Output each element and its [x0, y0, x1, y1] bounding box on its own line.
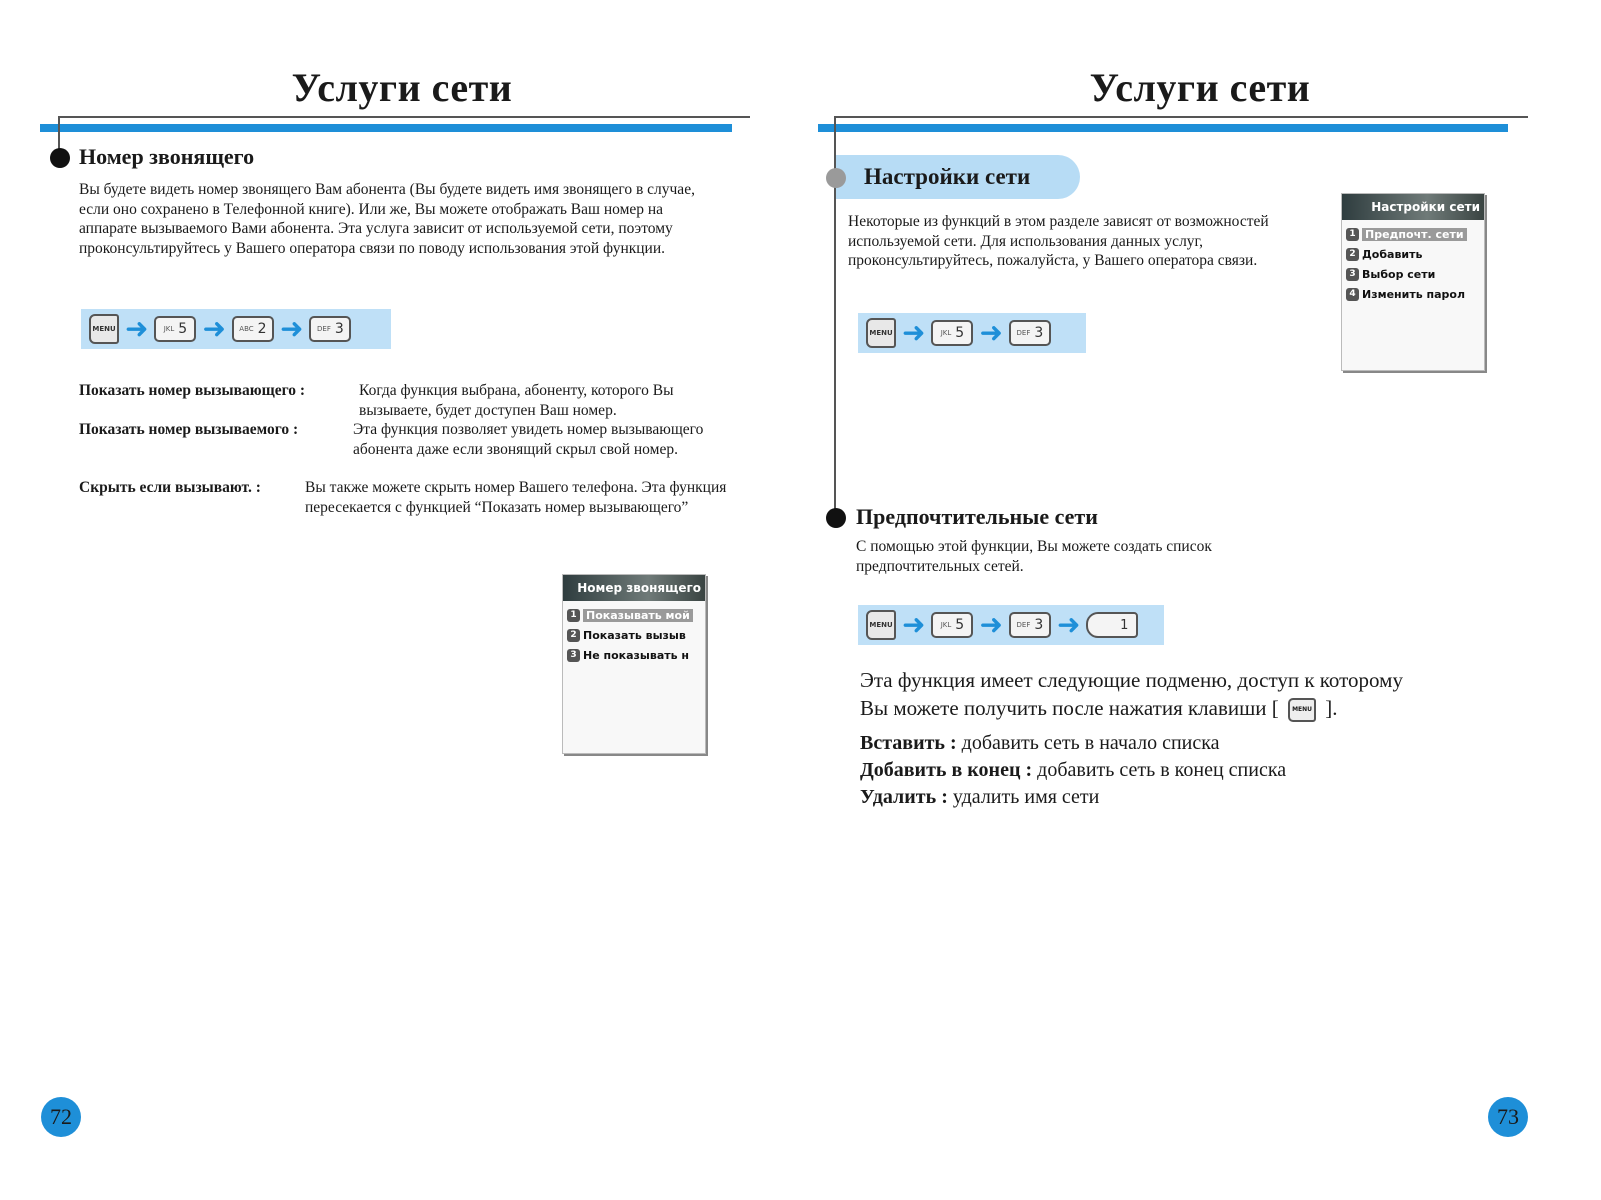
phone-menu-item: 1 Показывать мой — [563, 605, 705, 625]
key-3-icon: DEF 3 — [1009, 320, 1051, 346]
definition-desc: Эта функция позволяет увидеть номер вызывающего абонента даже если звонящий скрыл свой номер. — [353, 421, 704, 458]
arrow-right-icon: ➜ — [1056, 608, 1081, 641]
key-5-icon: JKL 5 — [931, 320, 973, 346]
key-5-icon: JKL 5 — [154, 316, 196, 342]
key-3-icon: DEF 3 — [309, 316, 351, 342]
menu-key-icon: MENU — [89, 314, 119, 344]
arrow-right-icon: ➜ — [979, 316, 1003, 349]
definition-item — [79, 478, 739, 536]
definition-term: Скрыть если вызывают. : — [79, 479, 261, 496]
right-page — [800, 0, 1601, 1200]
section-bullet — [50, 148, 70, 168]
definition-item — [79, 420, 739, 478]
number-1-icon: 1 — [1346, 228, 1359, 241]
option-term: Удалить : — [860, 786, 948, 808]
menu-navigation-path — [81, 309, 391, 349]
menu-key-icon: MENU — [866, 610, 896, 640]
phone-screen — [1341, 193, 1485, 371]
phone-menu-item: 4 Изменить парол — [1342, 284, 1484, 304]
key-2-icon: ABC 2 — [232, 316, 274, 342]
number-1-icon: 1 — [567, 609, 580, 622]
option-item — [860, 784, 1099, 811]
phone-menu-item: 1 Предпочт. сети — [1342, 224, 1484, 244]
section-bullet — [826, 168, 846, 188]
accent-bar — [40, 124, 732, 132]
option-desc: добавить сеть в конец списка — [1037, 759, 1287, 781]
definition-term: Показать номер вызываемого : — [79, 421, 299, 438]
left-page — [0, 0, 800, 1200]
section-body: Некоторые из функций в этом разделе зависят от возможностей используемой сети. Для использования данных услуг, проконсультируйтесь, пожалуйста, у Вашего оператора связи. — [848, 213, 1269, 269]
menu-navigation-path — [858, 313, 1086, 353]
page-title: Услуги сети — [1089, 65, 1311, 110]
number-2-icon: 2 — [567, 629, 580, 642]
phone-menu-item: 2 Добавить — [1342, 244, 1484, 264]
phone-screen-title: Номер звонящего — [563, 575, 705, 601]
number-4-icon: 4 — [1346, 288, 1359, 301]
menu-navigation-path — [858, 605, 1164, 645]
option-desc: удалить имя сети — [952, 786, 1100, 808]
option-desc: добавить сеть в начало списка — [961, 732, 1220, 754]
definition-term: Показать номер вызывающего : — [79, 382, 306, 399]
key-3-icon: DEF 3 — [1009, 612, 1051, 638]
option-item — [860, 730, 1220, 757]
section-tab-heading: Настройки сети — [836, 155, 1080, 199]
number-3-icon: 3 — [1346, 268, 1359, 281]
menu-key-icon: MENU — [866, 318, 896, 348]
arrow-right-icon: ➜ — [202, 312, 226, 345]
option-term: Добавить в конец : — [860, 759, 1033, 781]
arrow-right-icon: ➜ — [902, 608, 926, 641]
phone-menu-item: 3 Не показывать н — [563, 645, 705, 665]
key-5-icon: JKL 5 — [931, 612, 973, 638]
phone-menu-item: 2 Показать вызыв — [563, 625, 705, 645]
title-rule — [834, 116, 1528, 118]
section-heading: Номер звонящего — [79, 144, 255, 169]
page-number: 73 — [1488, 1097, 1528, 1137]
section-heading: Предпочтительные сети — [856, 504, 1098, 529]
submenu-intro: Эта функция имеет следующие подменю, доступ к которому Вы можете получить после нажатия клавиши [ MENU ]. — [860, 666, 1560, 722]
arrow-right-icon: ➜ — [279, 312, 304, 345]
number-2-icon: 2 — [1346, 248, 1359, 261]
page-number: 72 — [41, 1097, 81, 1137]
section-bullet — [826, 508, 846, 528]
page-title: Услуги сети — [291, 65, 513, 110]
title-rule — [58, 116, 750, 118]
phone-screen-title: Настройки сети — [1342, 194, 1484, 220]
number-3-icon: 3 — [567, 649, 580, 662]
margin-line — [58, 116, 60, 152]
arrow-right-icon: ➜ — [979, 608, 1003, 641]
accent-bar — [818, 124, 1508, 132]
arrow-right-icon: ➜ — [902, 316, 926, 349]
definition-desc: Когда функция выбрана, абоненту, которого Вы вызываете, будет доступен Ваш номер. — [359, 382, 674, 419]
key-1-icon: 1 — [1086, 612, 1138, 638]
section-body: С помощью этой функции, Вы можете создать список предпочтительных сетей. — [856, 538, 1212, 575]
definition-item — [79, 381, 739, 421]
definition-desc: Вы также можете скрыть номер Вашего телефона. Эта функция пересекается с функцией “Показать номер вызывающего” — [305, 479, 727, 516]
phone-menu-item: 3 Выбор сети — [1342, 264, 1484, 284]
phone-screen — [562, 574, 706, 754]
option-item — [860, 757, 1286, 784]
section-body: Вы будете видеть номер звонящего Вам абонента (Вы будете видеть имя звонящего в случае, если оно сохранено в Телефонной книге). Или же, Вы можете отображать Ваш номер на аппарате вызываемого Вами абонента. Эта услуга зависит от используемой сети, поэтому проконсультируйтесь у Вашего оператора связи по поводу использования этой функции. — [79, 181, 695, 257]
arrow-right-icon: ➜ — [125, 312, 149, 345]
menu-key-icon: MENU — [1288, 698, 1316, 722]
option-term: Вставить : — [860, 732, 957, 754]
